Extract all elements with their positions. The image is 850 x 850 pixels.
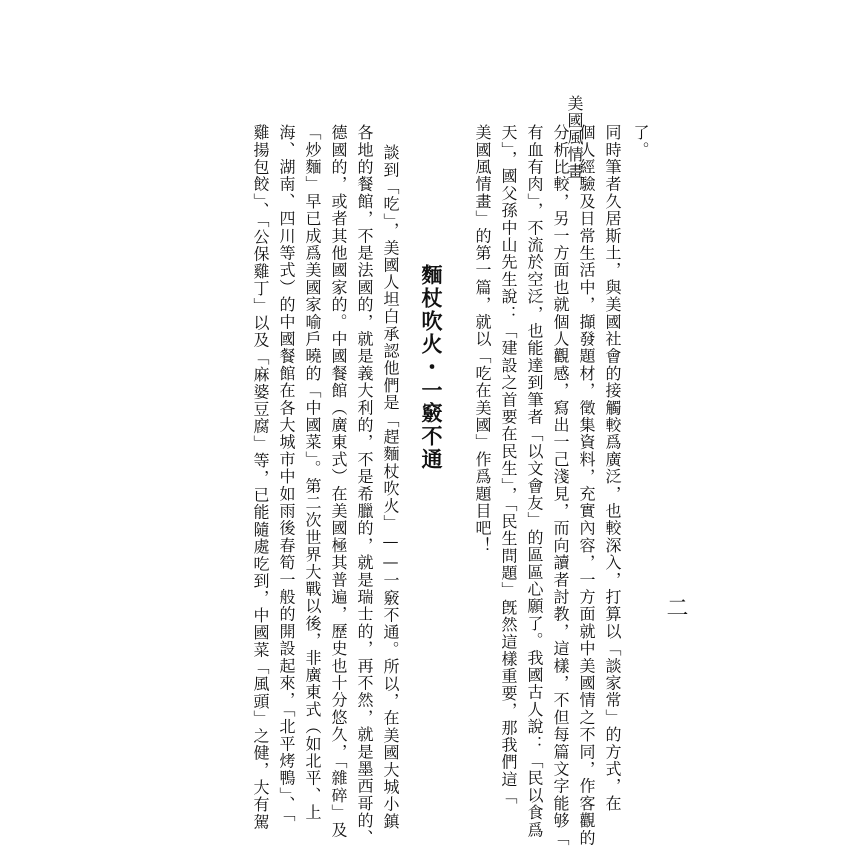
section-heading: 麵杖吹火・一竅不通 <box>419 264 443 471</box>
intro-column: 了。 <box>631 124 650 159</box>
body-column: 德國的，或者其他國家的。中國餐館（廣東式）在美國極其普遍，歷史也十分悠久，「雜碎」及 <box>329 124 348 839</box>
intro-column: 分析比較，另一方面也就個人觀感，寫出一己淺見，而向讀者討教，這樣，不但每篇文字能够「 <box>551 124 570 847</box>
intro-column: 個人經驗及日常生活中，擷發題材，徵集資料，充實內容，一方面就中美國情之不同，作客觀的 <box>577 124 596 847</box>
intro-column: 美國風情畫」的第一篇，就以「吃在美國」作爲題目吧！ <box>473 124 492 554</box>
body-column: 談到「吃」，美國人坦白承認他們是「趕麵杖吹火」——一竅不通。所以，在美國大城小鎮 <box>381 144 400 830</box>
page-number: 二 <box>663 596 688 618</box>
body-column: 雞揚包餃」、「公保雞丁」以及「麻婆豆腐」等，已能隨處吃到，中國菜「風頭」之健，大有駕 <box>251 124 270 831</box>
intro-column: 有血有肉」，不流於空泛，也能達到筆者「以文會友」的區區心願了。我國古人說：「民以食爲 <box>525 124 544 839</box>
running-head-title: 美國風情畫 <box>565 95 584 180</box>
intro-column: 同時筆者久居斯土，與美國社會的接觸較爲廣泛，也較深入，打算以「談家常」的方式，在 <box>603 124 622 812</box>
body-column: 「炒麵」早已成爲美國家喻戶曉的「中國菜」。第二次世界大戰以後，非廣東式（如北平、上 <box>303 124 322 822</box>
body-column: 各地的餐館，不是法國的，就是義大利的，不是希臘的，就是瑞士的，再不然，就是墨西哥的、 <box>355 124 374 847</box>
body-column: 海、湖南、四川等式）的中國餐館在各大城市中如雨後春筍一般的開設起來，「北平烤鴨」、「 <box>277 124 296 823</box>
intro-column: 天」，國父孫中山先生說：「建設之首要在民生」，「民生問題」旣然這樣重要，那我們這「 <box>499 124 518 806</box>
